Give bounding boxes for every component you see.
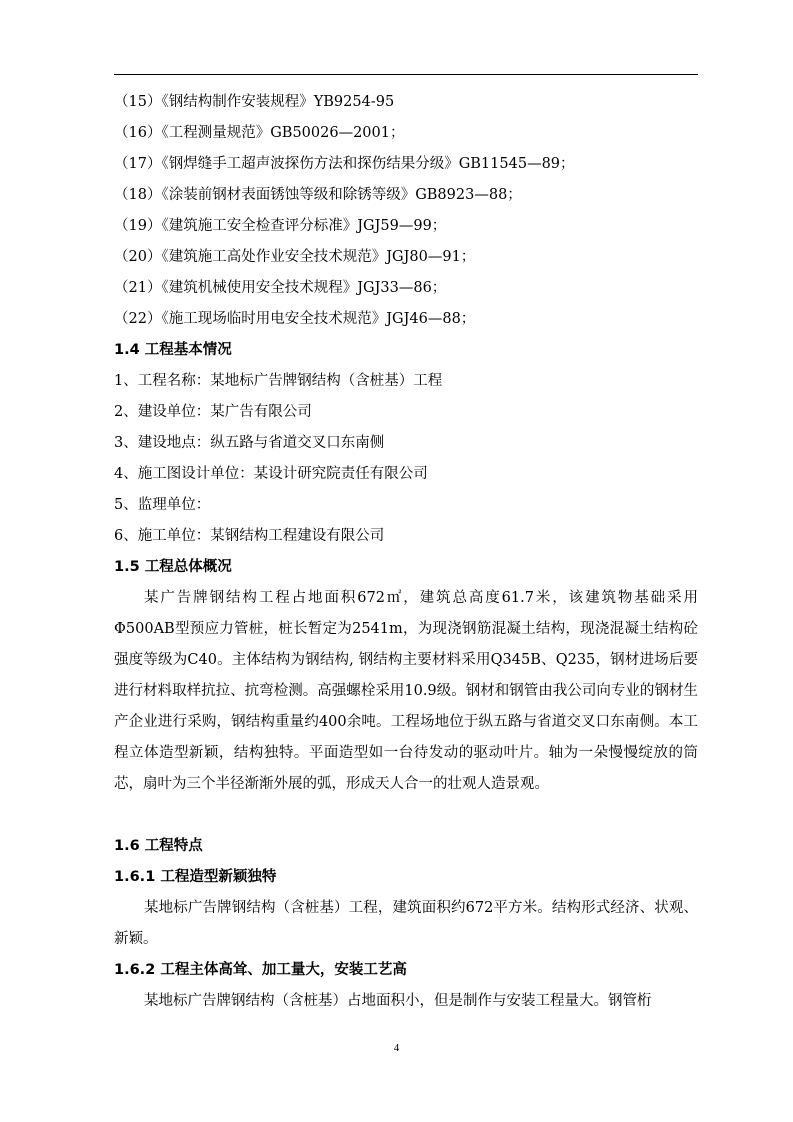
reference-item: （15）《钢结构制作安装规程》YB9254-95 — [114, 94, 395, 110]
subsection-paragraph-1-6-2: 某地标广告牌钢结构（含桩基）占地面积小，但是制作与安装工程量大。钢管桁 — [144, 993, 652, 1009]
reference-item: （22）《施工现场临时用电安全技术规范》JGJ46—88； — [114, 311, 476, 327]
section-heading-1-5: 1.5 工程总体概况 — [114, 559, 232, 575]
overview-paragraph: 某广告牌钢结构工程占地面积672㎡，建筑总高度61.7米，该建筑物基础采用Φ500AB型预应力管桩，桩长暂定为2541m，为现浇钢筋混凝土结构，现浇混凝土结构砼强度等级为C40。主体结构为钢结构, 钢结构主要材料采用Q345B、Q235，钢材进场后要进行材料取样抗拉、抗弯检测。高强螺栓采用10.9级。钢材和钢管由我公司向专业的钢材生产企业进行采购，钢结构重量约400余吨。工程场地位于纵五路与省道交叉口东南侧。本工程立体造型新颖，结构独特。平面造型如一台待发动的驱动叶片。轴为一朵慢慢绽放的筒芯，扇叶为三个半径渐渐外展的弧，形成天人合一的壮观人造景观。 — [114, 590, 698, 792]
reference-item: （19）《建筑施工安全检查评分标准》JGJ59—99； — [114, 218, 447, 234]
section-heading-1-6: 1.6 工程特点 — [114, 838, 203, 854]
subsection-paragraph-1-6-1: 某地标广告牌钢结构（含桩基）工程，建筑面积约672平方米。结构形式经济、状观、新颖。 — [114, 900, 698, 947]
subsection-heading-1-6-2: 1.6.2 工程主体高耸、加工量大，安装工艺高 — [114, 962, 407, 978]
project-info-item: 3、建设地点：纵五路与省道交叉口东南侧 — [114, 435, 385, 451]
project-info-item: 6、施工单位：某钢结构工程建设有限公司 — [114, 528, 385, 544]
header-rule — [114, 74, 698, 75]
reference-item: （20）《建筑施工高处作业安全技术规范》JGJ80—91； — [114, 249, 476, 265]
page-number: 4 — [393, 1042, 400, 1054]
reference-item: （16）《工程测量规范》GB50026—2001； — [114, 125, 405, 141]
section-heading-1-4: 1.4 工程基本情况 — [114, 342, 232, 358]
project-info-item: 1、工程名称：某地标广告牌钢结构（含桩基）工程 — [114, 373, 443, 389]
project-info-item: 5、监理单位： — [114, 497, 211, 513]
reference-item: （21）《建筑机械使用安全技术规程》JGJ33—86； — [114, 280, 447, 296]
project-info-item: 2、建设单位：某广告有限公司 — [114, 404, 312, 420]
document-body — [114, 87, 698, 1017]
reference-item: （17）《钢焊缝手工超声波探伤方法和探伤结果分级》GB11545—89； — [114, 156, 575, 172]
project-info-item: 4、施工图设计单位：某设计研究院责任有限公司 — [114, 466, 428, 482]
subsection-heading-1-6-1: 1.6.1 工程造型新颖独特 — [114, 869, 277, 885]
reference-item: （18）《涂装前钢材表面锈蚀等级和除锈等级》GB8923—88； — [114, 187, 522, 203]
project-info-list — [114, 366, 698, 552]
reference-list — [114, 87, 698, 335]
